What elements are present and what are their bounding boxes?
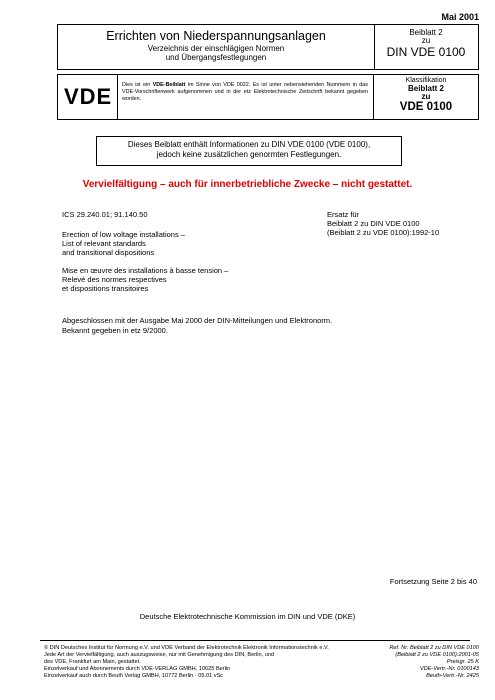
english-title-line: Erection of low voltage installations – bbox=[62, 230, 185, 239]
commission-name: Deutsche Elektrotechnische Kommission im DIN und VDE (DKE) bbox=[139, 612, 356, 621]
footer-line: Jede Art der Vervielfältigung, auch auszugsweise, nur mit Genehmigung des DIN, Berlin, und bbox=[44, 652, 275, 658]
subtitle-line: Verzeichnis der einschlägigen Normen bbox=[147, 44, 285, 53]
publication-date: Mai 2001 bbox=[441, 12, 479, 22]
replacement-line: Beiblatt 2 zu DIN VDE 0100 bbox=[327, 219, 420, 228]
classification-label: Klassifikation bbox=[405, 77, 447, 84]
french-title-line: Relevé des normes respectives bbox=[62, 275, 167, 284]
ics-code: ICS 29.240.01; 91.140.50 bbox=[62, 210, 148, 219]
info-line: jedoch keine zusätzlichen genormten Festlegungen. bbox=[156, 150, 342, 159]
english-title bbox=[62, 230, 185, 257]
title-cell bbox=[58, 25, 375, 69]
supplement-to: zu bbox=[421, 36, 431, 45]
french-title-line: et dispositions transitoires bbox=[62, 284, 149, 293]
supplement-standard: DIN VDE 0100 bbox=[386, 45, 466, 59]
english-title-line: List of relevant standards bbox=[62, 239, 146, 248]
reproduction-warning: Vervielfältigung – auch für innerbetriebliche Zwecke – nicht gestattet. bbox=[82, 179, 413, 190]
closing-note: Abgeschlossen mit der Ausgabe Mai 2000 der DIN-Mitteilungen und Elektronorm. bbox=[62, 316, 333, 325]
description-prefix: Dies ist ein bbox=[122, 82, 153, 88]
subtitle-line: und Übergangsfestlegungen bbox=[165, 53, 267, 62]
footer-ref-line: Ref. Nr. Beiblatt 2 zu DIN VDE 0100 bbox=[389, 645, 479, 651]
replacement-note bbox=[327, 210, 439, 237]
header-title-block bbox=[57, 24, 479, 70]
supplement-cell bbox=[374, 25, 478, 69]
english-title-line: and transitional dispositions bbox=[62, 248, 155, 257]
info-line: Dieses Beiblatt enthält Informationen zu DIN VDE 0100 (VDE 0100), bbox=[127, 140, 371, 149]
footer-line: Einzelverkauf und Abonnements durch VDE-VERLAG GMBH, 10625 Berlin bbox=[44, 666, 231, 672]
french-title bbox=[62, 266, 228, 293]
footer-divider bbox=[40, 640, 470, 641]
classification-line: Beiblatt 2 bbox=[407, 84, 444, 93]
footer-reference bbox=[389, 645, 479, 680]
continuation-note: Fortsetzung Seite 2 bis 40 bbox=[389, 577, 477, 586]
document-subtitle bbox=[58, 44, 374, 62]
vde-logo: VDE bbox=[64, 84, 113, 109]
footer-ref-line: Preisgr. 25 K bbox=[446, 659, 479, 665]
footer-ref-line: VDE-Vertr.-Nr. 0100143 bbox=[419, 666, 479, 672]
footer-ref-line: (Beiblatt 2 zu VDE 0100):2001-05 bbox=[395, 652, 479, 658]
classification-cell bbox=[374, 75, 478, 119]
supplement-label: Beiblatt 2 bbox=[409, 28, 443, 37]
footer-copyright bbox=[44, 645, 374, 680]
footer-line: des VDE, Frankfurt am Main, gestattet. bbox=[44, 659, 141, 665]
classification-line: zu bbox=[421, 92, 431, 101]
footer-ref-line: Beuth-Vertr.-Nr. 2425 bbox=[426, 673, 479, 679]
footer-line: Einzelverkauf auch durch Beuth Verlag GMBH, 10772 Berlin · 05.01 vSc bbox=[44, 673, 224, 679]
replacement-line: (Beiblatt 2 zu VDE 0100):1992-10 bbox=[327, 228, 440, 237]
footer-line: © DIN Deutsches Institut für Normung e.V. und VDE Verband der Elektrotechnik Elektronik Informationstechnik e.V. bbox=[44, 645, 329, 651]
description-rest: im Sinne von VDE 0022. Es ist unter nebenstehenden Nummern in das VDE-Vorschriftenwerk aufgenommen und in der etz Elektrotechnische Zeitschrift bekannt gegeben worden. bbox=[122, 82, 368, 102]
description-bold: VDE-Beiblatt bbox=[152, 82, 186, 88]
document-title: Errichten von Niederspannungsanlagen bbox=[106, 29, 326, 43]
vde-description bbox=[117, 75, 374, 119]
info-box bbox=[96, 136, 402, 166]
french-title-line: Mise en œuvre des installations à basse tension – bbox=[62, 266, 229, 275]
classification-standard: VDE 0100 bbox=[399, 101, 453, 113]
replacement-line: Ersatz für bbox=[327, 210, 360, 219]
header-classification-block bbox=[57, 74, 479, 120]
publication-note: Bekannt gegeben in etz 9/2000. bbox=[62, 326, 168, 335]
